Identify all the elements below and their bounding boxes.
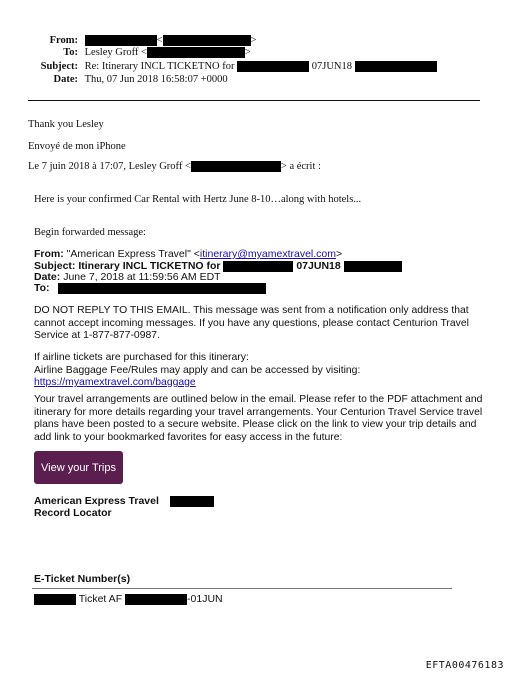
- forwarded-subject-suffix: 07JUN18: [296, 260, 341, 272]
- record-company: American Express Travel: [34, 495, 159, 507]
- reply-signature: Envoyé de mon iPhone: [28, 141, 126, 152]
- eticket-divider: [32, 588, 452, 589]
- redaction: [58, 283, 266, 294]
- header-to-value: Lesley Groff: [84, 47, 139, 58]
- document-id: EFTA00476183: [425, 660, 504, 671]
- forwarded-subject-label: Subject:: [34, 260, 76, 272]
- baggage-paragraph: [34, 352, 484, 390]
- header-subject-suffix: 07JUN18: [311, 61, 353, 72]
- eticket-heading: E-Ticket Number(s): [34, 573, 131, 585]
- ticket-text: Ticket AF: [78, 593, 123, 605]
- forwarded-to-row: [34, 282, 266, 295]
- forwarded-subject-text: Itinerary INCL TICKETNO for: [78, 260, 221, 272]
- redaction: [344, 261, 402, 272]
- arrangements-paragraph: Your travel arrangements are outlined below in the email. Please refer to the PDF attachment and itinerary for more details regarding your travel arrangements. Your Centurion Travel Service travel plans have been posted to a secure website. Please click on the link to view your trip details and add link to your bookmarked favorites for easy access in the future:: [34, 394, 483, 443]
- baggage-line1: If airline tickets are purchased for this itinerary:: [34, 352, 249, 363]
- header-to-label: To:: [63, 47, 78, 58]
- forwarded-from-name: "American Express Travel": [66, 248, 191, 260]
- angle-open: <: [156, 35, 163, 46]
- header-date-value: Thu, 07 Jun 2018 16:58:07 +0000: [84, 74, 228, 85]
- header-subject-prefix: Re: Itinerary INCL TICKETNO for: [84, 61, 235, 72]
- reply-thanks: Thank you Lesley: [28, 119, 104, 130]
- angle-close: >: [244, 47, 251, 58]
- header-date-row: [40, 73, 228, 86]
- ticket-row: [34, 593, 223, 606]
- header-subject-row: [40, 60, 437, 73]
- record-locator-label: Record Locator: [34, 507, 112, 519]
- redaction: [163, 35, 251, 46]
- redaction: [85, 35, 157, 46]
- redaction: [355, 61, 437, 72]
- notice-paragraph: DO NOT REPLY TO THIS EMAIL. This message was sent from a notification only address that cannot accept incoming messages. If you have any questions, please contact Centurion Travel Service at 1-877-877-0987.: [34, 305, 469, 341]
- redaction: [191, 161, 281, 172]
- quote-suffix: a écrit :: [289, 161, 321, 172]
- header-subject-label: Subject:: [40, 61, 78, 72]
- baggage-line2: Airline Baggage Fee/Rules may apply and can be accessed by visiting:: [34, 364, 361, 376]
- forwarded-from-email-link[interactable]: itinerary@myamextravel.com: [199, 248, 337, 260]
- header-to-row: [40, 46, 251, 59]
- reply-confirm-text: Here is your confirmed Car Rental with Hertz June 8-10…along with hotels...: [34, 194, 362, 205]
- angle-open: <: [184, 161, 191, 172]
- redaction: [147, 47, 245, 58]
- redaction: [170, 496, 214, 507]
- angle-open: <: [193, 248, 200, 260]
- forwarded-from-label: From:: [34, 248, 64, 260]
- redaction: [223, 261, 293, 272]
- angle-open: <: [141, 47, 147, 58]
- header-from-label: From:: [49, 35, 78, 46]
- view-trips-button[interactable]: View your Trips: [34, 451, 123, 484]
- angle-close: >: [280, 161, 287, 172]
- redaction: [237, 61, 309, 72]
- quote-prefix: Le 7 juin 2018 à 17:07, Lesley Groff: [28, 161, 183, 172]
- header-divider: [28, 100, 480, 101]
- header-date-label: Date:: [53, 74, 78, 85]
- reply-quote-line: [28, 160, 321, 173]
- redaction: [34, 594, 76, 605]
- forwarded-to-label: To:: [34, 282, 50, 294]
- angle-close: >: [336, 248, 343, 260]
- ticket-suffix: -01JUN: [187, 593, 223, 605]
- forwarded-date-value: June 7, 2018 at 11:59:56 AM EDT: [63, 271, 221, 283]
- redaction: [125, 594, 187, 605]
- baggage-link[interactable]: https://myamextravel.com/baggage: [34, 377, 196, 388]
- angle-close: >: [250, 35, 257, 46]
- forwarded-begin: Begin forwarded message:: [34, 227, 146, 238]
- forwarded-date-label: Date:: [34, 271, 61, 283]
